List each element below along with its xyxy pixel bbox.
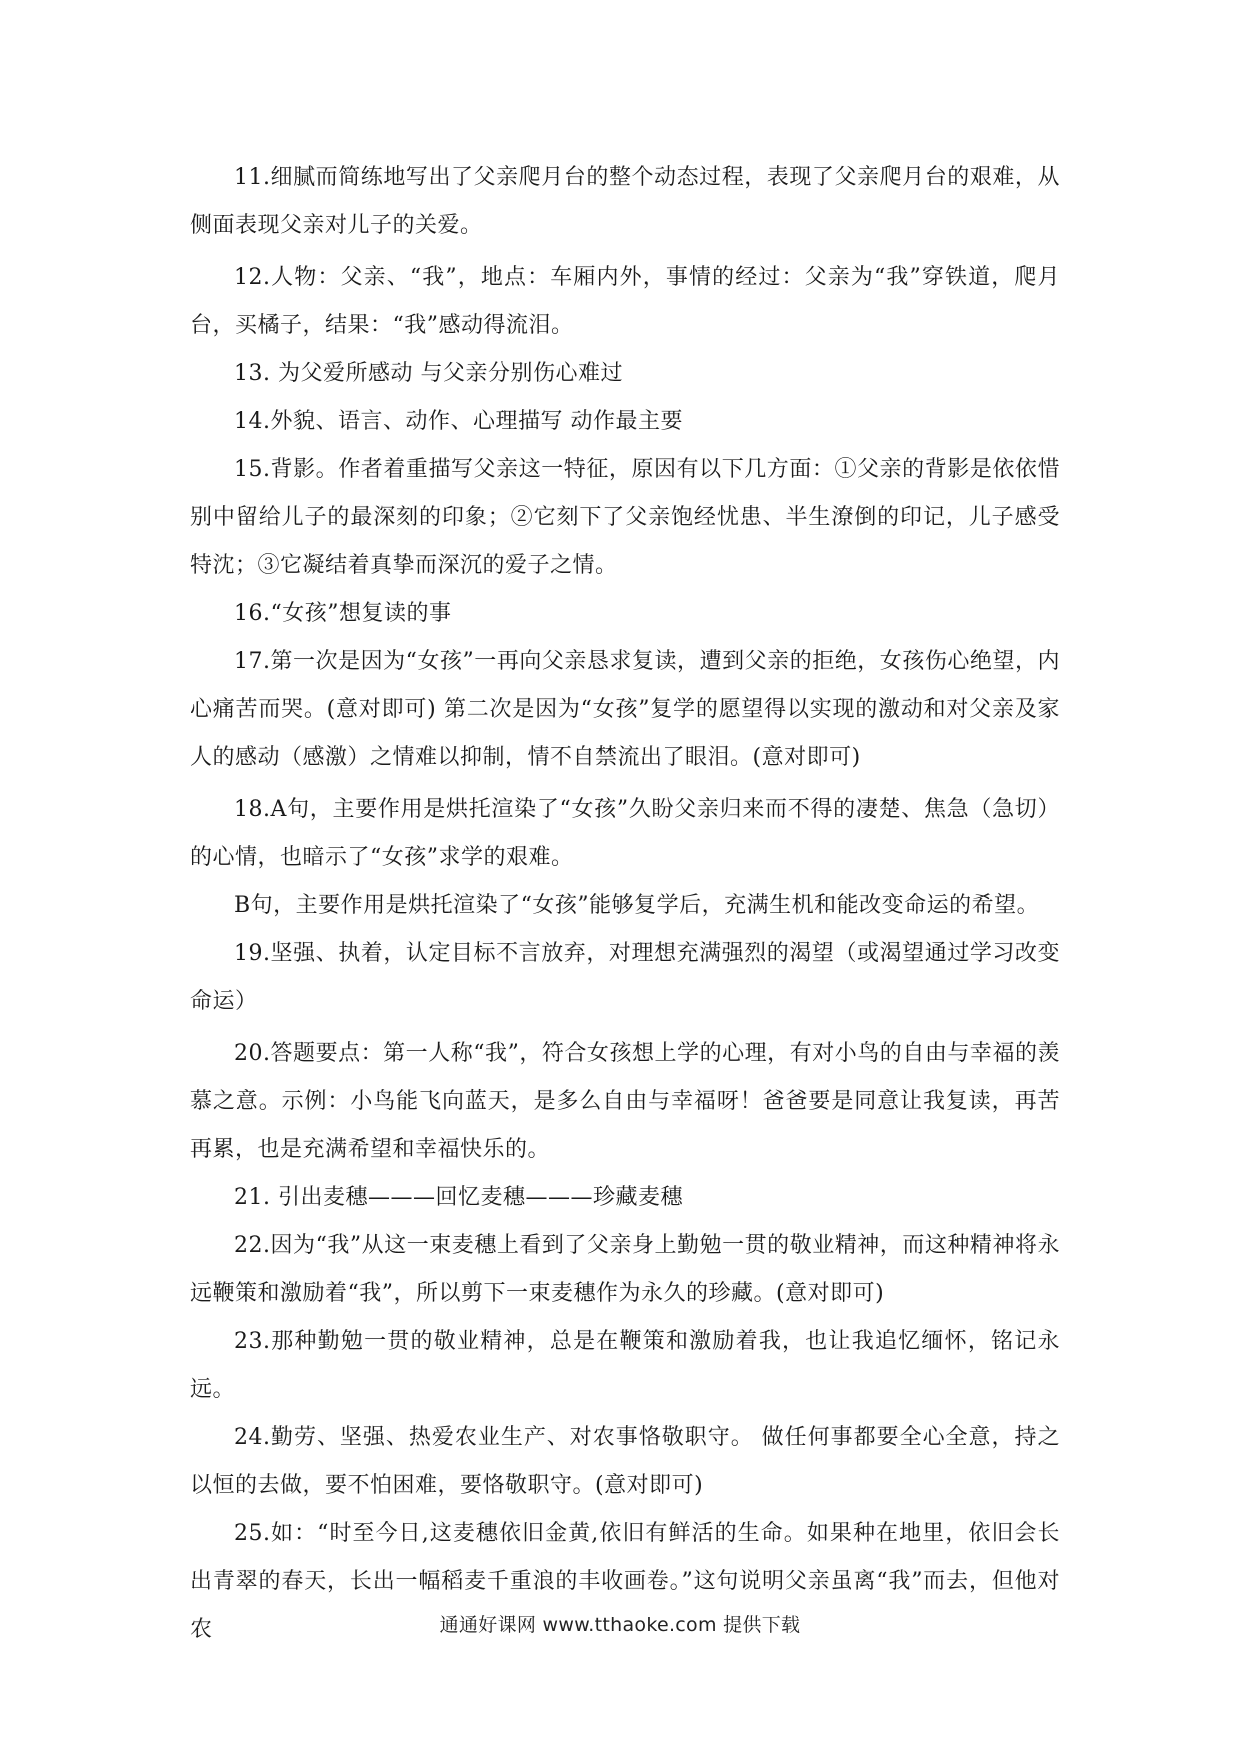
page-footer: 通通好课网 www.tthaoke.com 提供下载 xyxy=(439,1614,801,1636)
answer-15: 15.背影。作者着重描写父亲这一特征，原因有以下几方面：①父亲的背影是依依惜别中留给儿子的最深刻的印象；②它刻下了父亲饱经忧患、半生潦倒的印记，儿子感受特沈；③它凝结着真挚而深沉的爱子之情。 xyxy=(190,457,1060,578)
answer-25: 25.如：“时至今日,这麦穗依旧金黄,依旧有鲜活的生命。如果种在地里，依旧会长出青翠的春天，长出一幅稻麦千重浪的丰收画卷。”这句说明父亲虽离“我”而去，但他对农 xyxy=(190,1521,1060,1642)
answer-17: 17.第一次是因为“女孩”一再向父亲恳求复读，遭到父亲的拒绝，女孩伤心绝望，内心痛苦而哭。(意对即可) 第二次是因为“女孩”复学的愿望得以实现的激动和对父亲及家人的感动（感激）之情难以抑制，情不自禁流出了眼泪。(意对即可) xyxy=(190,649,1060,770)
answer-18a: 18.A句，主要作用是烘托渲染了“女孩”久盼父亲归来而不得的凄楚、焦急（急切）的心情，也暗示了“女孩”求学的艰难。 xyxy=(190,797,1060,870)
answer-13: 13. 为父爱所感动 与父亲分别伤心难过 xyxy=(234,361,623,386)
answer-16: 16.“女孩”想复读的事 xyxy=(234,601,452,626)
answer-22: 22.因为“我”从这一束麦穗上看到了父亲身上勤勉一贯的敬业精神，而这种精神将永远鞭策和激励着“我”，所以剪下一束麦穗作为永久的珍藏。(意对即可) xyxy=(190,1233,1060,1306)
answer-19: 19.坚强、执着，认定目标不言放弃，对理想充满强烈的渴望（或渴望通过学习改变命运） xyxy=(190,941,1060,1014)
answer-24: 24.勤劳、坚强、热爱农业生产、对农事恪敬职守。 做任何事都要全心全意，持之以恒的去做，要不怕困难，要恪敬职守。(意对即可) xyxy=(190,1425,1060,1498)
answer-11: 11.细腻而简练地写出了父亲爬月台的整个动态过程，表现了父亲爬月台的艰难，从侧面表现父亲对儿子的关爱。 xyxy=(190,165,1060,238)
answer-18b: B句，主要作用是烘托渲染了“女孩”能够复学后，充满生机和能改变命运的希望。 xyxy=(234,893,1040,918)
answer-21: 21. 引出麦穗———回忆麦穗———珍藏麦穗 xyxy=(234,1185,683,1210)
answer-23: 23.那种勤勉一贯的敬业精神，总是在鞭策和激励着我，也让我追忆缅怀，铭记永远。 xyxy=(190,1329,1060,1402)
answer-20: 20.答题要点：第一人称“我”，符合女孩想上学的心理，有对小鸟的自由与幸福的羡慕之意。示例：小鸟能飞向蓝天，是多么自由与幸福呀！爸爸要是同意让我复读，再苦再累，也是充满希望和幸福快乐的。 xyxy=(190,1041,1060,1162)
answer-12: 12.人物：父亲、“我”，地点：车厢内外，事情的经过：父亲为“我”穿铁道，爬月台，买橘子，结果：“我”感动得流泪。 xyxy=(190,265,1060,338)
answer-list xyxy=(190,154,1060,1654)
answer-14: 14.外貌、语言、动作、心理描写 动作最主要 xyxy=(234,409,683,434)
